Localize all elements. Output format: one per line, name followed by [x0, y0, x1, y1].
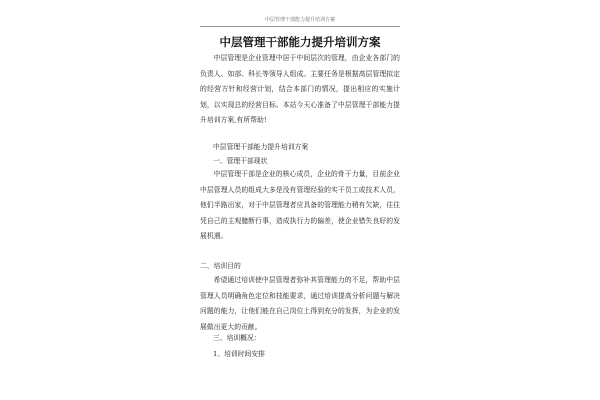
header-divider — [200, 26, 400, 27]
section2-heading: 二、培训目的 — [200, 262, 241, 270]
document-title: 中层管理干部能力提升培训方案 — [219, 35, 381, 49]
section3-item1: 1、培训时间安排 — [213, 350, 265, 358]
document-page — [200, 0, 400, 400]
section3-heading: 三、培训概况： — [213, 334, 261, 342]
section2-paragraph: 希望通过培训使中层管理者弥补其管理能力的不足，帮助中层管理人员明确角色定位和技能要求，通过培训提高分析问题与解决问题的能力，让他们能在自己岗位上得到充分的发挥，为企业的发展做出更大的贡献。 — [200, 276, 400, 331]
section1-paragraph: 中层管理干部是企业的核心成员，企业的骨干力量，目前企业中层管理人员的组成大多是没有管理经验的实干员工或技术人员，他们半路出家，对于中层管理者应具备的管理能力稍有欠缺，往往凭自己的主观臆断行事，造成执行力的偏差，使企业错失良好的发展机遇。 — [200, 170, 400, 240]
running-header: 中层管理干部能力提升培训方案 — [264, 17, 335, 23]
subtitle: 中层管理干部能力提升培训方案 — [213, 143, 309, 151]
section1-heading: 一、管理干部现状 — [213, 157, 268, 165]
intro-paragraph: 中层管理是企业管理中居于中间层次的管理，由企业各部门的负责人、如部、科长等领导人组成。主要任务是根据高层管理拟定的经营方针和经营计划，结合本部门的情况，提出相应的实施计划，以实现总的经营目标。本站今天心准备了中层管理干部能力提升培训方案,有所帮助! — [200, 54, 400, 124]
